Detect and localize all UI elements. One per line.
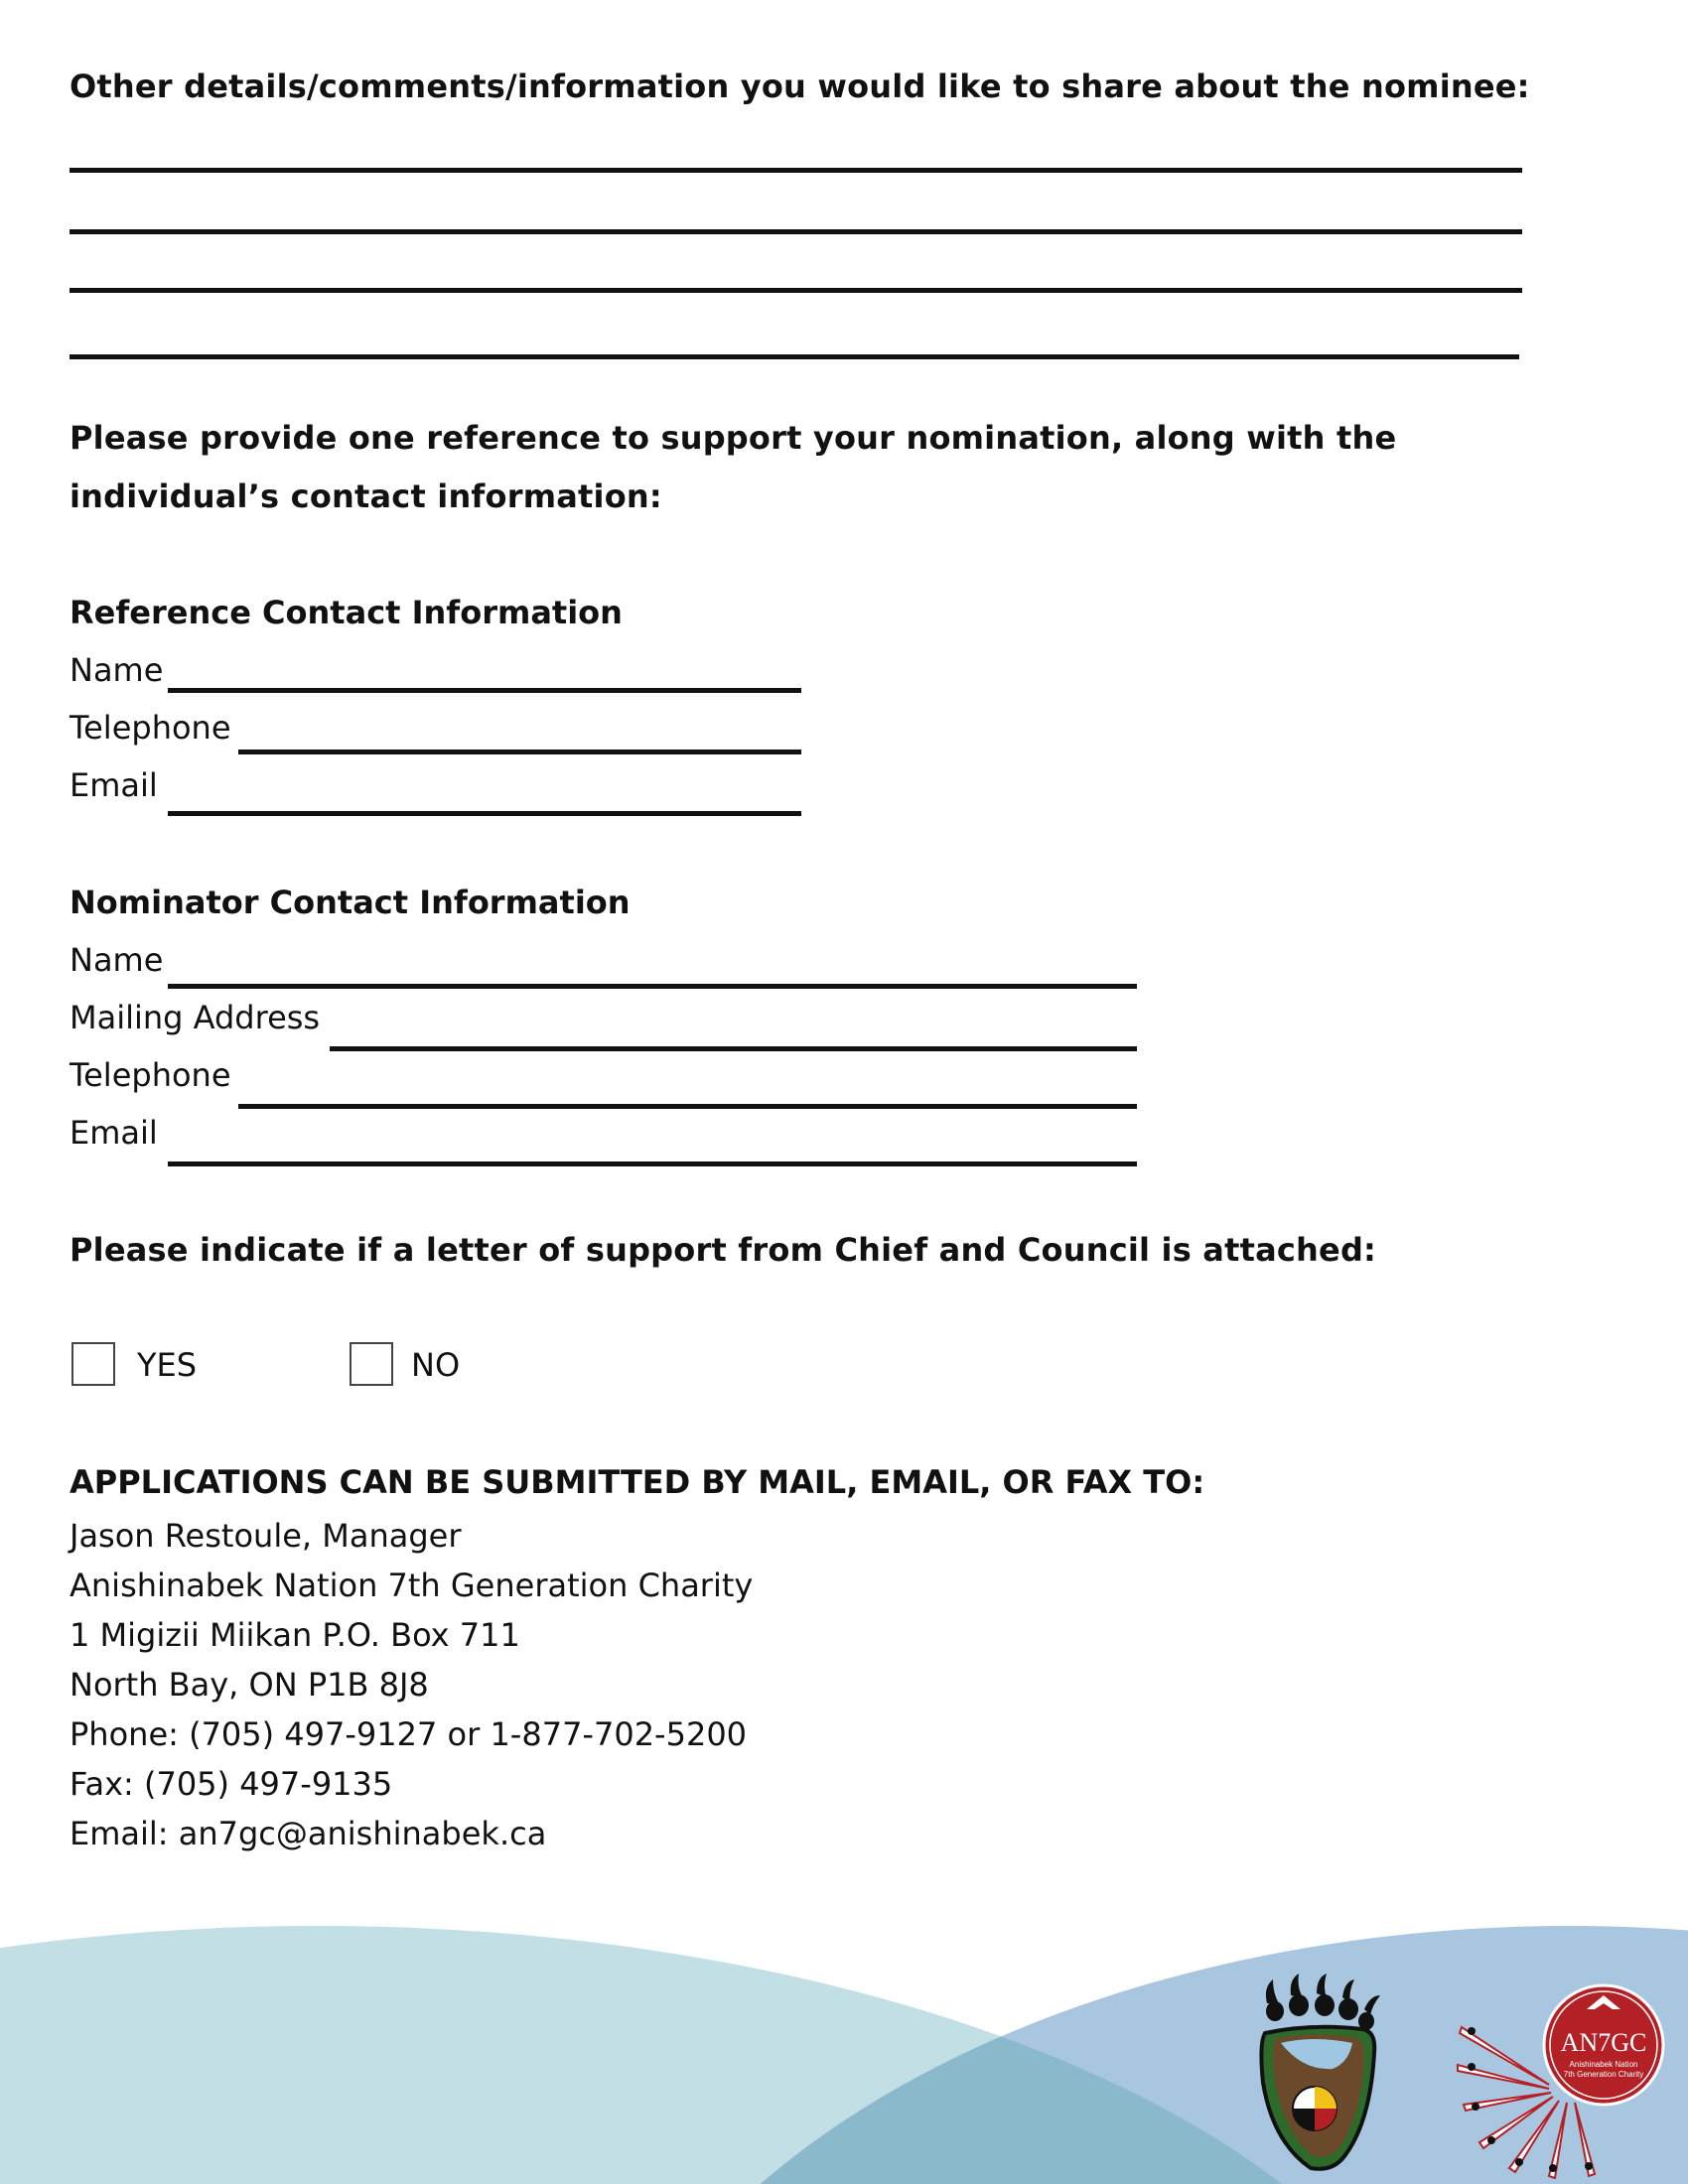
comments-question: Other details/comments/information you would like to share about the nominee: (70, 68, 1530, 105)
no-label: NO (411, 1346, 461, 1384)
bear-paw-logo (1253, 1974, 1382, 2172)
organization-name: Anishinabek Nation 7th Generation Charity (70, 1567, 754, 1604)
reference-name-label: Name (70, 651, 164, 689)
submission-heading: APPLICATIONS CAN BE SUBMITTED BY MAIL, EMAIL, OR FAX TO: (70, 1463, 1205, 1501)
fax-line: Fax: (705) 497-9135 (70, 1765, 393, 1803)
reference-request-line-2: individual’s contact information: (70, 478, 662, 515)
city-postal: North Bay, ON P1B 8J8 (70, 1666, 429, 1704)
an7gc-logo (1450, 1966, 1668, 2179)
contact-name: Jason Restoule, Manager (70, 1517, 462, 1555)
logo-acronym: AN7GC (1560, 2028, 1647, 2057)
nominator-name-label: Name (70, 941, 164, 979)
nominator-email-label: Email (70, 1114, 158, 1152)
nominator-address-label: Mailing Address (70, 999, 321, 1036)
nominator-heading: Nominator Contact Information (70, 884, 631, 921)
reference-telephone-label: Telephone (70, 709, 231, 747)
reference-heading: Reference Contact Information (70, 594, 623, 631)
reference-request-line-1: Please provide one reference to support your nomination, along with the (70, 419, 1397, 457)
street-address: 1 Migizii Miikan P.O. Box 711 (70, 1616, 520, 1654)
reference-email-label: Email (70, 766, 158, 804)
phone-line: Phone: (705) 497-9127 or 1-877-702-5200 (70, 1715, 748, 1753)
support-letter-question: Please indicate if a letter of support from Chief and Council is attached: (70, 1231, 1377, 1269)
logo-subtitle-2: 7th Generation Charity (1563, 2070, 1644, 2079)
logo-subtitle-1: Anishinabek Nation (1569, 2060, 1638, 2069)
nominator-telephone-label: Telephone (70, 1056, 231, 1094)
yes-label: YES (137, 1346, 198, 1384)
email-line[interactable]: Email: an7gc@anishinabek.ca (70, 1815, 547, 1852)
